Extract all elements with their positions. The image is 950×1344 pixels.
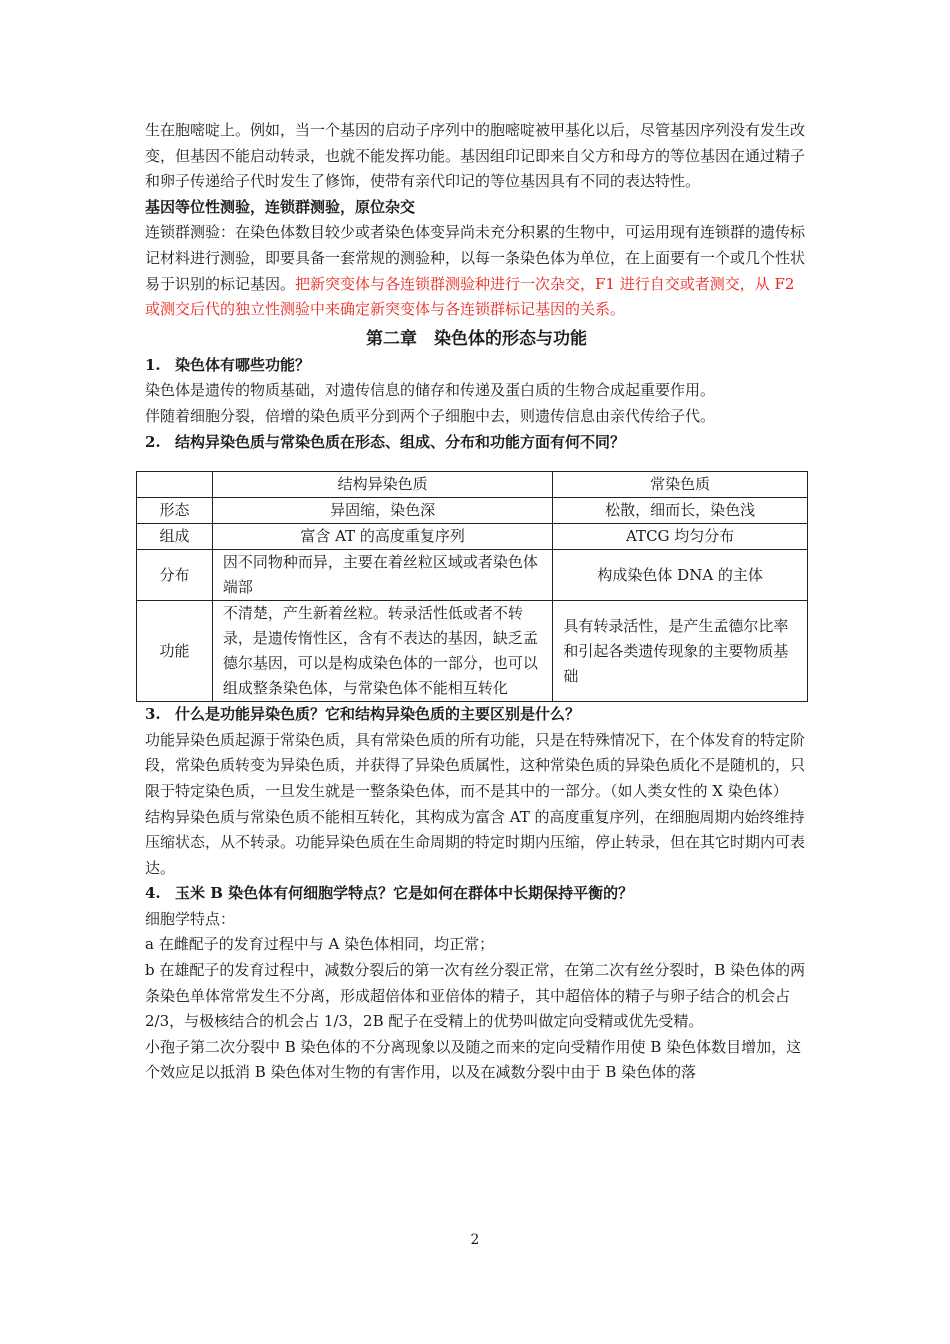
table-cell: 松散，细而长，染色浅	[553, 498, 808, 524]
linkage-test-text: 连锁群测验：在染色体数目较少或者染色体变异尚未充分积累的生物中，可运用现有连锁群的遗传标记材料进行测验，即要具备一套常规的测验种，以每一条染色体为单位，在上面要有一个或几个性状易于识别的标记基因。	[145, 223, 806, 293]
intro-paragraph: 生在胞嘧啶上。例如，当一个基因的启动子序列中的胞嘧啶被甲基化以后，尽管基因序列没有发生改变，但基因不能启动转录，也就不能发挥功能。基因组印记即来自父方和母方的等位基因在通过精子和卵子传递给子代时发生了修饰，使带有亲代印记的等位基因具有不同的表达特性。	[145, 121, 806, 191]
question-text: 染色体有哪些功能？	[175, 355, 311, 374]
row-label: 功能	[137, 601, 213, 702]
row-label: 分布	[137, 550, 213, 601]
question-text: 结构异染色质与常染色质在形态、组成、分布和功能方面有何不同？	[175, 432, 626, 451]
table-row	[137, 550, 808, 601]
table-cell: 具有转录活性，是产生孟德尔比率和引起各类遗传现象的主要物质基础	[553, 601, 808, 702]
question-text: 玉米 B 染色体有何细胞学特点？它是如何在群体中长期保持平衡的？	[175, 884, 634, 903]
spacer	[145, 455, 808, 471]
answer-paragraph: 染色体是遗传的物质基础，对遗传信息的储存和传递及蛋白质的生物合成起重要作用。	[145, 381, 716, 400]
table-header-cell: 结构异染色质	[212, 472, 552, 498]
answer-paragraph: 功能异染色质起源于常染色质，具有常染色质的所有功能，只是在特殊情况下，在个体发育的特定阶段，常染色质转变为异染色质，并获得了异染色质属性，这种常染色质的异染色质化不是随机的，只限于特定染色质，一旦发生就是一整条染色体，而不是其中的一部分。（如人类女性的 X 染色体）	[145, 730, 806, 800]
chapter-title: 第二章 染色体的形态与功能	[366, 328, 587, 349]
answer-paragraph: 小孢子第二次分裂中 B 染色体的不分离现象以及随之而来的定向受精作用使 B 染色体数目增加，这个效应足以抵消 B 染色体对生物的有害作用，以及在减数分裂中由于 B 染色体的落	[145, 1037, 802, 1082]
table-header-cell: 常染色质	[553, 472, 808, 498]
table-cell: 异固缩，染色深	[212, 498, 552, 524]
table-cell: ATCG 均匀分布	[553, 524, 808, 550]
question-2	[145, 430, 808, 456]
table-cell: 不清楚，产生新着丝粒。转录活性低或者不转录，是遗传惰性区，含有不表达的基因，缺乏孟德尔基因，可以是构成染色体的一部分，也可以组成整条染色体，与常染色体不能相互转化	[212, 601, 552, 702]
question-text: 什么是功能异染色质？它和结构异染色质的主要区别是什么？	[175, 705, 581, 724]
section-heading: 基因等位性测验，连锁群测验，原位杂交	[145, 197, 416, 216]
question-4	[145, 881, 808, 907]
linkage-test-paragraph	[145, 220, 808, 322]
table-header-row	[137, 472, 808, 498]
answer-paragraph: 伴随着细胞分裂，倍增的染色质平分到两个子细胞中去，则遗传信息由亲代传给子代。	[145, 406, 716, 425]
table-row	[137, 524, 808, 550]
document-page	[145, 118, 808, 1086]
question-3	[145, 702, 808, 728]
comparison-table	[136, 471, 808, 702]
answer-item-a: a 在雌配子的发育过程中与 A 染色体相同，均正常；	[145, 935, 495, 954]
question-1	[145, 353, 808, 379]
row-label: 形态	[137, 498, 213, 524]
linkage-test-highlight: 把新突变体与各连锁群测验种进行一次杂交，F1 进行自交或者测交，从 F2 或测交后代的独立性测验中来确定新突变体与各连锁群标记基因的关系。	[145, 274, 795, 319]
page-number: 2	[470, 1232, 480, 1248]
table-row	[137, 498, 808, 524]
table-cell: 构成染色体 DNA 的主体	[553, 550, 808, 601]
row-label: 组成	[137, 524, 213, 550]
answer-label: 细胞学特点：	[145, 909, 236, 928]
answer-paragraph: 结构异染色质与常染色质不能相互转化，其构成为富含 AT 的高度重复序列，在细胞周期内始终维持压缩状态，从不转录。功能异染色质在生命周期的特定时期内压缩，停止转录，但在其它时期内可表达。	[145, 807, 806, 877]
question-number: 2.	[145, 432, 161, 451]
question-number: 1.	[145, 355, 161, 374]
table-cell: 富含 AT 的高度重复序列	[212, 524, 552, 550]
table-row	[137, 601, 808, 702]
table-header-cell	[137, 472, 213, 498]
question-number: 3.	[145, 705, 161, 724]
table-cell: 因不同物种而异，主要在着丝粒区域或者染色体端部	[212, 550, 552, 601]
answer-item-b: b 在雄配子的发育过程中，减数分裂后的第一次有丝分裂正常，在第二次有丝分裂时，B 染色体的两条染色单体常常发生不分离，形成超倍体和亚倍体的精子，其中超倍体的精子与卵子结合的机会占 2/3，与极核结合的机会占 1/3，2B 配子在受精上的优势叫做定向受精或优先受精。	[145, 961, 806, 1031]
question-number: 4.	[145, 884, 161, 903]
